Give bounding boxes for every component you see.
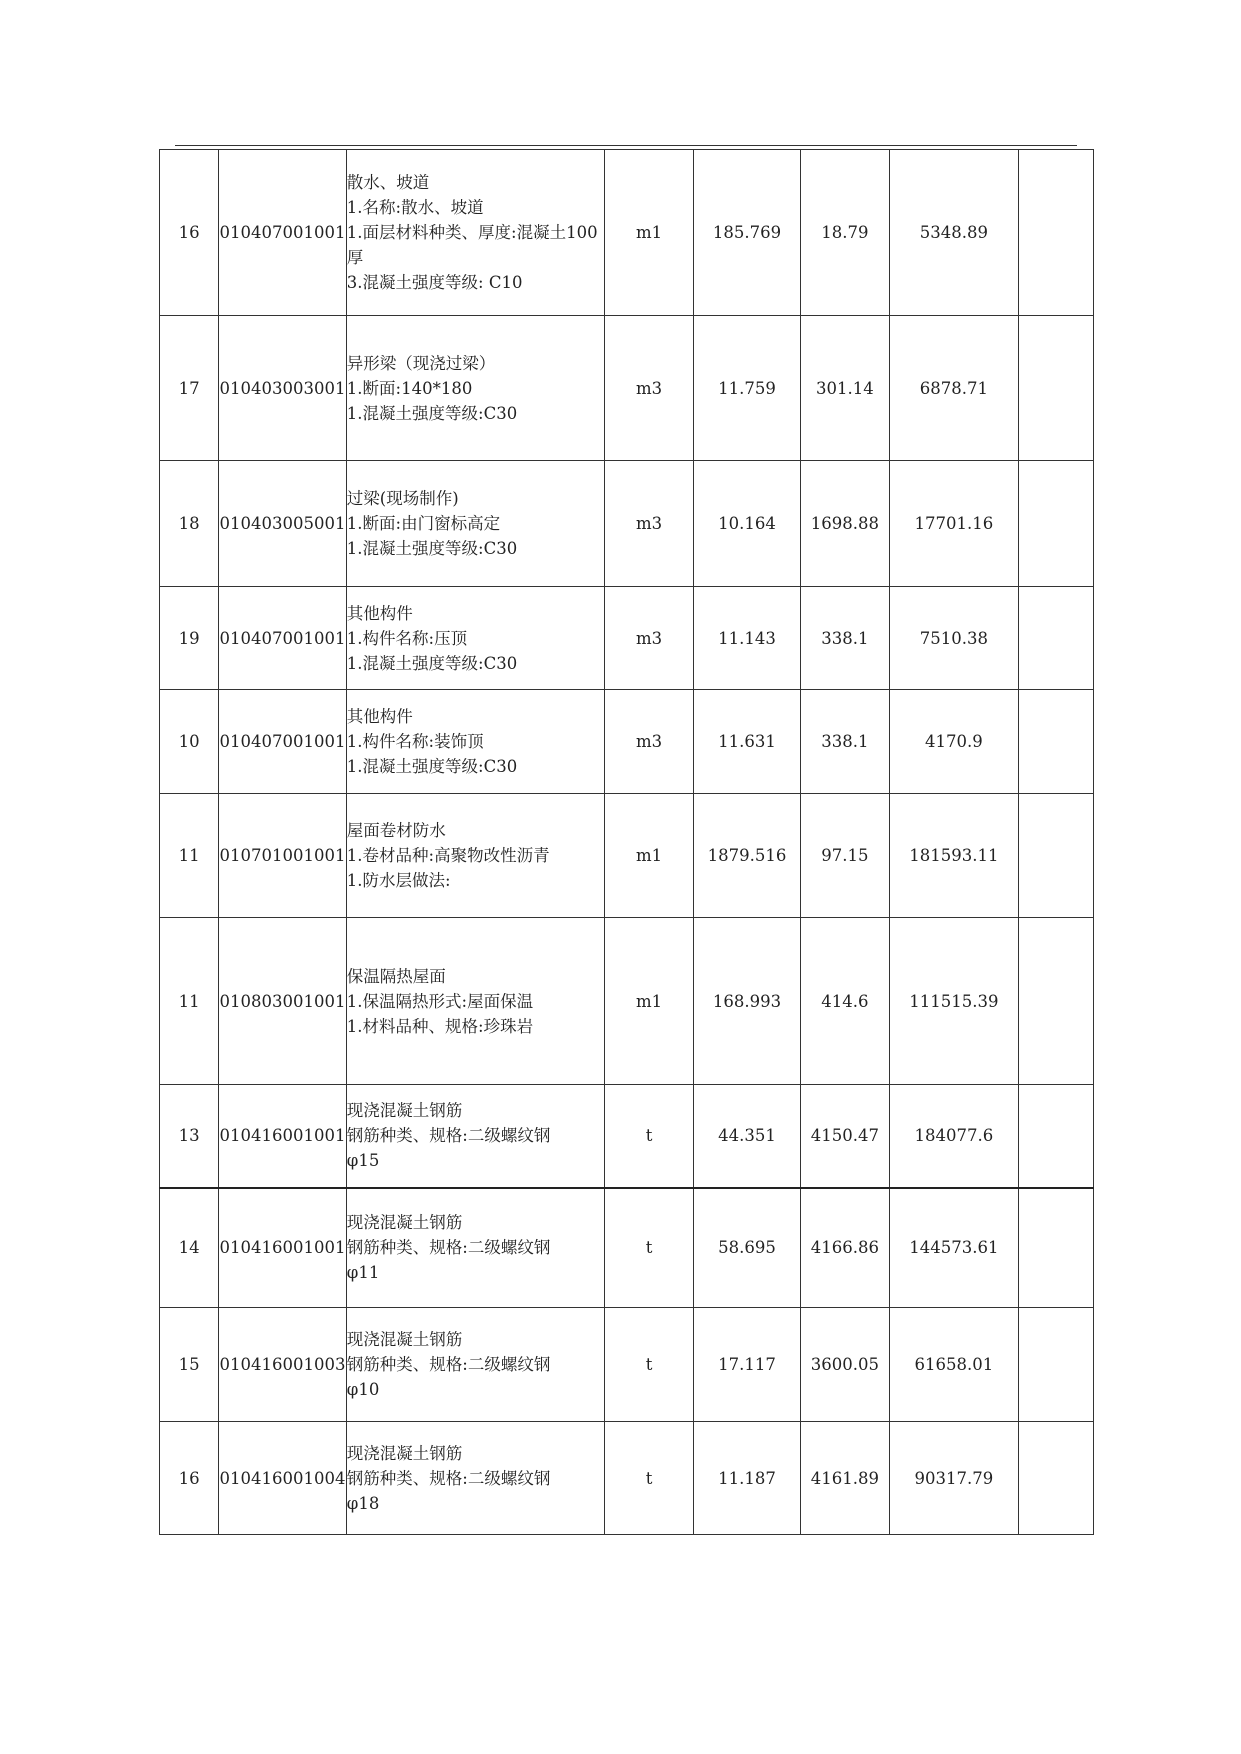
table-row [160,1308,1094,1422]
description-line: 1.构件名称:装饰顶 [346,732,484,751]
description-line: 1.材料品种、规格:珍珠岩 [346,1016,534,1036]
header-rule [175,145,1077,146]
quantity: 10.164 [694,461,800,587]
remark [1018,1308,1093,1422]
row-number: 11 [160,794,219,918]
total-price: 6878.71 [890,316,1019,461]
description-line: 异形梁（现浇过梁） [346,353,496,373]
item-description [346,1085,604,1188]
unit-price: 4150.47 [800,1085,889,1188]
unit-price: 4166.86 [800,1188,889,1308]
description-line: 3.混凝土强度等级: C10 [346,273,523,292]
description-line: 其他构件 [346,707,413,726]
description-line: 1.混凝土强度等级:C30 [346,403,518,423]
table-row [160,1422,1094,1535]
total-price: 111515.39 [890,918,1019,1085]
description-line: 钢筋种类、规格:二级螺纹钢 [346,1126,551,1146]
remark [1018,1085,1093,1188]
table-row [160,316,1094,461]
unit-price: 4161.89 [800,1422,889,1535]
unit: m1 [604,918,693,1085]
total-price: 17701.16 [890,461,1019,587]
unit: t [604,1308,693,1422]
table-row [160,461,1094,587]
table-row [160,1188,1094,1308]
remark [1018,918,1093,1085]
row-number: 16 [160,1422,219,1535]
row-number: 15 [160,1308,219,1422]
unit: t [604,1188,693,1308]
item-code: 010416001001 [219,1188,347,1308]
item-description [346,1188,604,1308]
item-code: 010416001003 [219,1308,347,1422]
item-description [346,794,604,918]
quantity: 11.143 [694,587,800,690]
description-line: φ15 [346,1151,380,1171]
description-line: 1.名称:散水、坡道 [346,198,484,217]
row-number: 13 [160,1085,219,1188]
item-description [346,587,604,690]
remark [1018,587,1093,690]
item-code: 010701001001 [219,794,347,918]
description-line: 1.保温隔热形式:屋面保温 [346,991,534,1011]
total-price: 61658.01 [890,1308,1019,1422]
total-price: 181593.11 [890,794,1019,918]
quantity: 11.187 [694,1422,800,1535]
item-code: 010407001001 [219,150,347,316]
total-price: 144573.61 [890,1188,1019,1308]
description-line: 保温隔热屋面 [346,966,446,986]
description-line: 现浇混凝土钢筋 [346,1330,463,1349]
unit-price: 18.79 [800,150,889,316]
description-line: 1.断面:由门窗标高定 [346,514,501,533]
row-number: 10 [160,690,219,794]
description-line: 钢筋种类、规格:二级螺纹钢 [346,1468,551,1488]
total-price: 90317.79 [890,1422,1019,1535]
description-line: 其他构件 [346,603,413,623]
table-row [160,1085,1094,1188]
remark [1018,1422,1093,1535]
unit-price: 414.6 [800,918,889,1085]
item-code: 010403005001 [219,461,347,587]
description-line: 1.构件名称:压顶 [346,628,468,648]
unit-price: 338.1 [800,587,889,690]
description-line: 钢筋种类、规格:二级螺纹钢 [346,1238,551,1258]
description-line: 现浇混凝土钢筋 [346,1213,463,1233]
description-line: φ18 [346,1493,380,1513]
row-number: 14 [160,1188,219,1308]
quantity: 1879.516 [694,794,800,918]
row-number: 18 [160,461,219,587]
total-price: 184077.6 [890,1085,1019,1188]
unit: t [604,1422,693,1535]
unit: m3 [604,461,693,587]
remark [1018,150,1093,316]
item-description [346,690,604,794]
quantity: 168.993 [694,918,800,1085]
description-line: 1.卷材品种:高聚物改性沥青 [346,846,550,865]
unit-price: 338.1 [800,690,889,794]
item-description [346,1422,604,1535]
table-row [160,918,1094,1085]
description-line: 过梁(现场制作) [346,489,459,508]
table-row [160,587,1094,690]
unit: m3 [604,316,693,461]
description-line: 钢筋种类、规格:二级螺纹钢 [346,1355,551,1374]
item-description [346,150,604,316]
description-line: 现浇混凝土钢筋 [346,1101,463,1121]
row-number: 17 [160,316,219,461]
bill-of-quantities-table [159,149,1094,1535]
description-line: 1.防水层做法: [346,871,451,890]
quantity: 44.351 [694,1085,800,1188]
description-line: 1.混凝土强度等级:C30 [346,539,518,558]
quantity: 185.769 [694,150,800,316]
unit-price: 1698.88 [800,461,889,587]
description-line: φ10 [346,1380,380,1399]
remark [1018,690,1093,794]
table-row [160,690,1094,794]
remark [1018,794,1093,918]
description-line: 散水、坡道 [346,173,430,192]
remark [1018,316,1093,461]
unit: m3 [604,690,693,794]
unit: m1 [604,150,693,316]
quantity: 11.631 [694,690,800,794]
description-line: 1.混凝土强度等级:C30 [346,653,518,673]
remark [1018,1188,1093,1308]
unit-price: 3600.05 [800,1308,889,1422]
description-line: 屋面卷材防水 [346,821,446,840]
item-code: 010803001001 [219,918,347,1085]
item-code: 010416001004 [219,1422,347,1535]
quantity: 17.117 [694,1308,800,1422]
item-code: 010407001001 [219,587,347,690]
table-row [160,794,1094,918]
item-description [346,316,604,461]
unit-price: 301.14 [800,316,889,461]
unit-price: 97.15 [800,794,889,918]
item-code: 010416001001 [219,1085,347,1188]
unit: m3 [604,587,693,690]
description-line: 现浇混凝土钢筋 [346,1443,463,1463]
remark [1018,461,1093,587]
item-description [346,918,604,1085]
description-line: 1.混凝土强度等级:C30 [346,757,518,776]
row-number: 19 [160,587,219,690]
total-price: 4170.9 [890,690,1019,794]
unit: m1 [604,794,693,918]
table-row [160,150,1094,316]
item-description [346,461,604,587]
total-price: 7510.38 [890,587,1019,690]
quantity: 58.695 [694,1188,800,1308]
description-line: 1.面层材料种类、厚度:混凝土100厚 [346,223,598,267]
item-code: 010403003001 [219,316,347,461]
description-line: 1.断面:140*180 [346,378,473,398]
item-description [346,1308,604,1422]
item-code: 010407001001 [219,690,347,794]
row-number: 11 [160,918,219,1085]
quantity: 11.759 [694,316,800,461]
row-number: 16 [160,150,219,316]
description-line: φ11 [346,1263,380,1283]
unit: t [604,1085,693,1188]
total-price: 5348.89 [890,150,1019,316]
